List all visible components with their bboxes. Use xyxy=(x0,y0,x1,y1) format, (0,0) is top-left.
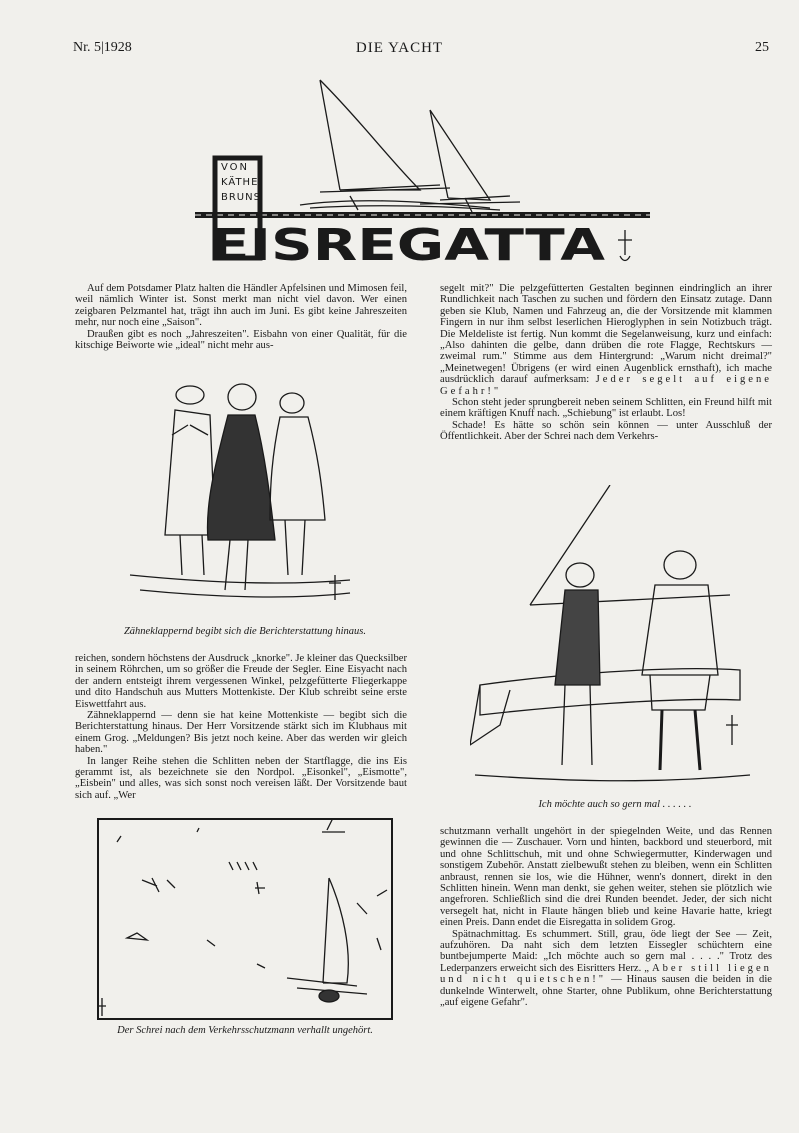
caption-race-scene: Der Schrei nach dem Verkehrsschutzmann verhallt ungehört. xyxy=(117,1025,373,1036)
left-column-top xyxy=(75,283,407,351)
paragraph xyxy=(440,929,772,1009)
title-illustration xyxy=(190,70,650,270)
article-title: EISREGATTA xyxy=(210,220,605,270)
byline-von: VON xyxy=(221,162,250,173)
illustration-couple-ice-yacht xyxy=(470,485,760,790)
right-column-bottom xyxy=(440,826,772,1009)
paragraph-text: Spätnachmittag. Es schummert. Still, grau, öde liegt der See — Zeit, aufzuhören. Da naht sich dem letzten Eissegler schüchtern eine buntbejumperte Maid: „Ich möchte auch so gern mal . . . ." Trotz des Lederpanzers erweicht sich des Eisritters Herz. xyxy=(440,928,772,974)
journal-name: DIE YACHT xyxy=(355,40,444,56)
paragraph: schutzmann verhallt ungehört in der spiegelnden Weite, und das Rennen gewinnen die — Zuschauer. Vorn und hinten, backbord und steuerbord, mit und ohne Schlittschuh, mit und ohne Schwiegermutter, Kinderwagen und sonstigem Zubehör. Anstatt zielbewußt stehen zu bleiben, wenn ein Schlitten anbraust, rennen sie los, wie die Hühner, wenn's donnert, direkt in den Schlitten hinein. Wenn man denkt, sie gehen weiter, stehen sie plötzlich wie angefroren. Schließlich sind die drei Runden beendet. Jeder, der sich nicht versegelt hat, nicht in Flaute hängen blieb und keine Havarie hatte, kriegt einen Preis. Dann endet die Eisregatta in solidem Grog. xyxy=(440,826,772,929)
paragraph: Schade! Es hätte so schön sein können — unter Ausschluß der Öffentlichkeit. Aber der Schrei nach dem Verkehrs- xyxy=(440,419,772,443)
page-number: 25 xyxy=(755,40,769,55)
paragraph: Schon steht jeder sprungbereit neben seinem Schlitten, ein Freund hilft mit einem kräftigen Knuff nach. „Schiebung" ist erlaubt. Los! xyxy=(440,397,772,420)
paragraph: Draußen gibt es noch „Jahreszeiten". Eisbahn von einer Qualität, für die kitschige Beiworte wie „ideal" nicht mehr aus- xyxy=(75,328,407,352)
caption-spectators: Zähneklappernd begibt sich die Berichterstattung hinaus. xyxy=(123,626,367,637)
illustration-race-scene xyxy=(97,818,393,1020)
emphasis-spaced: Jeder segelt auf eigene Gefahr!" xyxy=(440,374,773,397)
paragraph: Zähneklappernd — denn sie hat keine Mottenkiste — begibt sich die Berichterstattung hinaus. Der Herr Vorsitzende stärkt sich im Klubhaus mit einem Grog. „Meldungen? Bis jetzt noch keine. Aber das werden wir gleich haben." xyxy=(75,710,407,756)
paragraph: Auf dem Potsdamer Platz halten die Händler Apfelsinen und Mimosen feil, weil nämlich Winter ist. Sonst merkt man nicht viel davon. Wer einen zeigbaren Pelzmantel hat, trägt ihn auch im Juni. Es gibt keine Jahreszeiten mehr, nur noch eine „Saison". xyxy=(75,283,407,329)
issue-number: Nr. 5|1928 xyxy=(73,40,132,55)
caption-couple: Ich möchte auch so gern mal . . . . . . xyxy=(538,799,692,810)
paragraph-text: segelt mit?" Die pelzgefütterten Gestalten beginnen eindringlich an ihrer Rundlichkeit nach Taschen zu suchen und fördern den Einsatz zutage. Dann geben sie Klub, Namen und Fahrzeug an, die der Vorsitzende mit klammen Fingern in nur ihm selbst leserlichen Hieroglyphen in sein Notizbuch trägt. Die Meldeliste ist fertig. Nun kommt die Segelanweisung, kurz und einfach: „Also dahinten die gelbe, dann drüben die rote Flagge, Rechtskurs — zweimal rum." Stimme aus dem Hintergrund: „Warum nicht dreimal?" „Meinetwegen! Übrigens (er wird einen Augenblick ernsthaft), ich mache ausdrücklich darauf aufmerksam: xyxy=(440,283,772,386)
paragraph-text-end: — Hinaus sausen die beiden in die dunkelnde Winterwelt, ohne Starter, ohne Publikum, ohne Berichterstattung „auf eigene Gefahr". xyxy=(440,974,772,1009)
paragraph xyxy=(440,283,772,397)
illustration-spectators xyxy=(120,375,360,615)
byline-first-name: KÄTHE xyxy=(221,177,259,188)
paragraph: In langer Reihe stehen die Schlitten neben der Startflagge, die ins Eis gerammt ist, als bezeichnete sie den Nordpol. „Eisonkel", „Eismotte", „Eisbein" und alles, was sich sonst noch vereisen läßt. Der Vorsitzende baut sich auf. „Wer xyxy=(75,755,407,801)
left-column-bottom xyxy=(75,653,407,801)
paragraph: reichen, sondern höchstens der Ausdruck „knorke". Je kleiner das Quecksilber in seinem Röhrchen, um so größer die Freude der Segler. Eine Eisyacht nach der andern entsteigt ihrem vergessenen Winkel, pelzgefütterte Fliegerkappe und dito Handschuh aus Mutters Mottenkiste. Der Klub schreibt seine erste Eiswettfahrt aus. xyxy=(75,653,407,710)
right-column-top xyxy=(440,283,772,443)
byline-last-name: BRUNS xyxy=(221,192,261,203)
emphasis-spaced: „Aber still liegen und nicht quietschen!" xyxy=(440,962,772,986)
